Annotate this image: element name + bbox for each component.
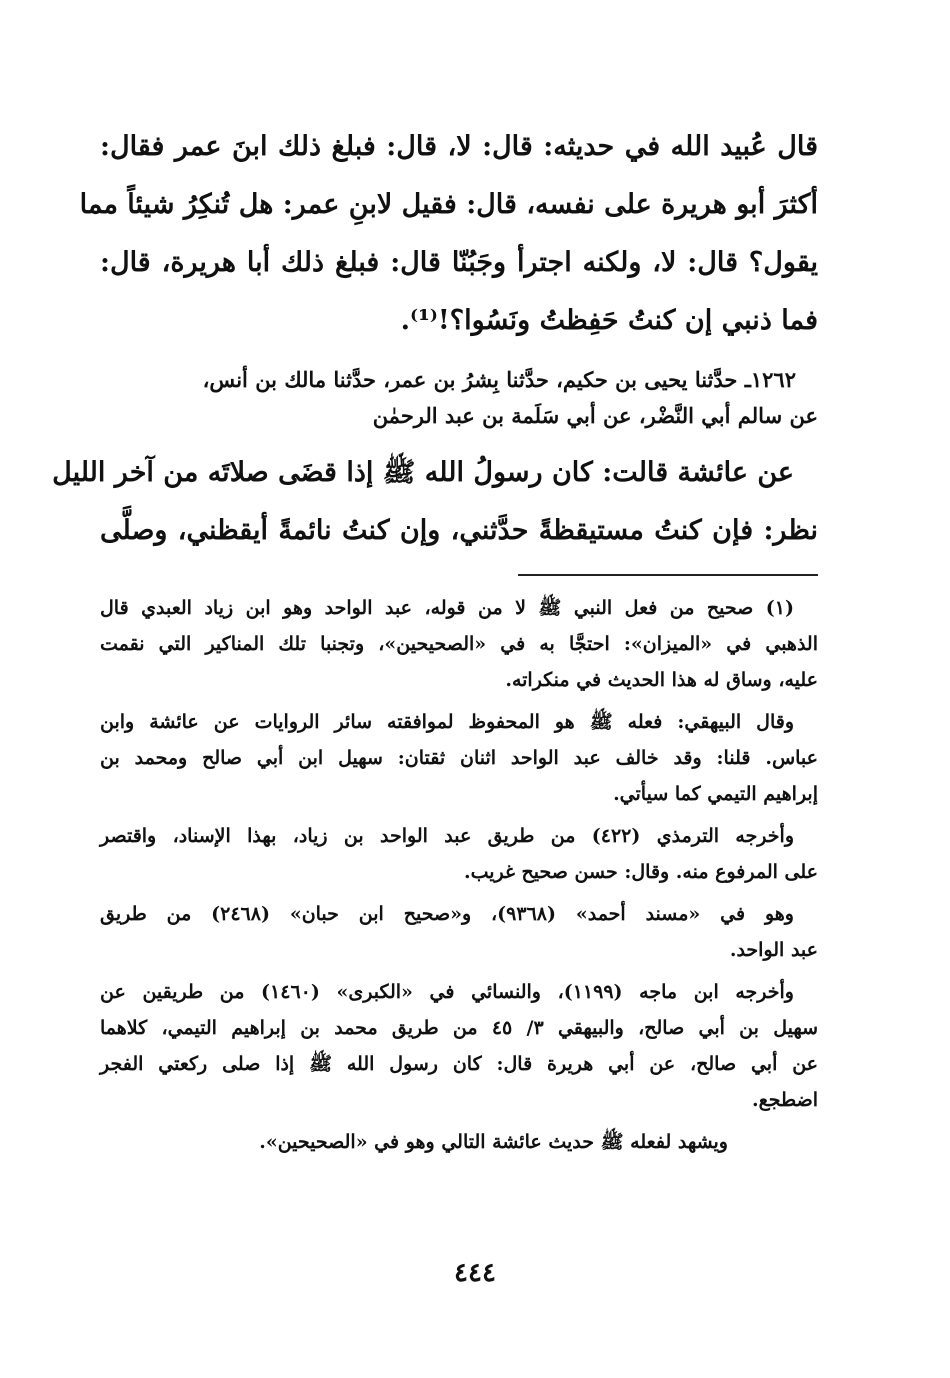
- isnad-line: عن سالم أبي النَّضْر، عن أبي سَلَمة بن عبد الرحمٰن: [372, 403, 818, 428]
- footnote-line: وقال البيهقي: فعله ﷺ هو المحفوظ لموافقته سائر الروايات عن عائشة وابن: [100, 711, 794, 733]
- footnote-line: إبراهيم التيمي كما سيأتي.: [613, 783, 818, 805]
- footnotes-block: [100, 590, 818, 1160]
- footnote-line: وهو في «مسند أحمد» (٩٣٦٨)، و«صحيح ابن حبان» (٢٤٦٨) من طريق: [100, 903, 794, 925]
- hadith-isnad: [100, 362, 818, 434]
- isnad-line: ١٢٦٢ـ حدَّثنا يحيى بن حكيم، حدَّثنا بِشرُ بن عمر، حدَّثنا مالك بن أنس،: [202, 367, 796, 392]
- footnote-paragraph: [100, 974, 818, 1118]
- footnote-line: ويشهد لفعله ﷺ حديث عائشة التالي وهو في «الصحيحين».: [259, 1131, 728, 1153]
- footnote-paragraph: [100, 818, 818, 890]
- main-text-line: فما ذنبي إن كنتُ حَفِظتُ ونَسُوا؟!⁽¹⁾.: [400, 305, 818, 336]
- footnote-paragraph: [100, 704, 818, 812]
- footnote-separator: [518, 574, 818, 576]
- footnote-paragraph: [100, 590, 818, 698]
- footnote-line: عليه، وساق له هذا الحديث في منكراته.: [505, 669, 818, 691]
- footnote-line: (١) صحيح من فعل النبي ﷺ لا من قوله، عبد الواحد وهو ابن زياد العبدي قال: [100, 597, 794, 619]
- matn-line: نظر: فإن كنتُ مستيقظةً حدَّثني، وإن كنتُ نائمةً أيقظني، وصلَّى: [100, 515, 818, 546]
- book-page: [52, 118, 818, 1166]
- footnote-line: سهيل بن أبي صالح، والبيهقي ٣/ ٤٥ من طريق محمد بن إبراهيم التيمي، كلاهما: [100, 1017, 818, 1039]
- main-text-line: يقول؟ قال: لا، ولكنه اجترأ وجَبُنّا قال: فبلغ ذلك أبا هريرة، قال:: [100, 247, 818, 278]
- main-text-block: [79, 118, 818, 350]
- footnote-line: الذهبي في «الميزان»: احتجَّا به في «الصحيحين»، وتجنبا تلك المناكير التي نقمت: [100, 633, 818, 655]
- footnote-paragraph: [100, 896, 818, 968]
- footnote-line: وأخرجه الترمذي (٤٢٢) من طريق عبد الواحد بن زياد، بهذا الإسناد، واقتصر: [100, 825, 794, 847]
- matn-line: عن عائشة قالت: كان رسولُ الله ﷺ إذا قضَى صلاتَه من آخر الليل: [52, 457, 794, 488]
- main-text-line: قال عُبيد الله في حديثه: قال: لا، قال: فبلغ ذلك ابنَ عمر فقال:: [100, 131, 818, 162]
- footnote-line: عن أبي صالح، عن أبي هريرة قال: كان رسول الله ﷺ إذا صلى ركعتي الفجر: [100, 1053, 818, 1075]
- footnote-line: اضطجع.: [752, 1089, 818, 1111]
- page-number: ٤٤٤: [454, 1258, 496, 1288]
- footnote-line: وأخرجه ابن ماجه (١١٩٩)، والنسائي في «الكبرى» (١٤٦٠) من طريقين عن: [100, 981, 794, 1003]
- footnote-line: عبد الواحد.: [729, 939, 818, 961]
- hadith-matn: [52, 444, 818, 560]
- main-text-line: أكثرَ أبو هريرة على نفسه، قال: فقيل لابنِ عمر: هل تُنكِرُ شيئاً مما: [79, 189, 818, 220]
- footnote-line: على المرفوع منه. وقال: حسن صحيح غريب.: [463, 861, 818, 883]
- footnote-paragraph: [100, 1124, 818, 1160]
- footnote-line: عباس. قلنا: وقد خالف عبد الواحد اثنان ثقتان: سهيل ابن أبي صالح ومحمد بن: [100, 747, 818, 769]
